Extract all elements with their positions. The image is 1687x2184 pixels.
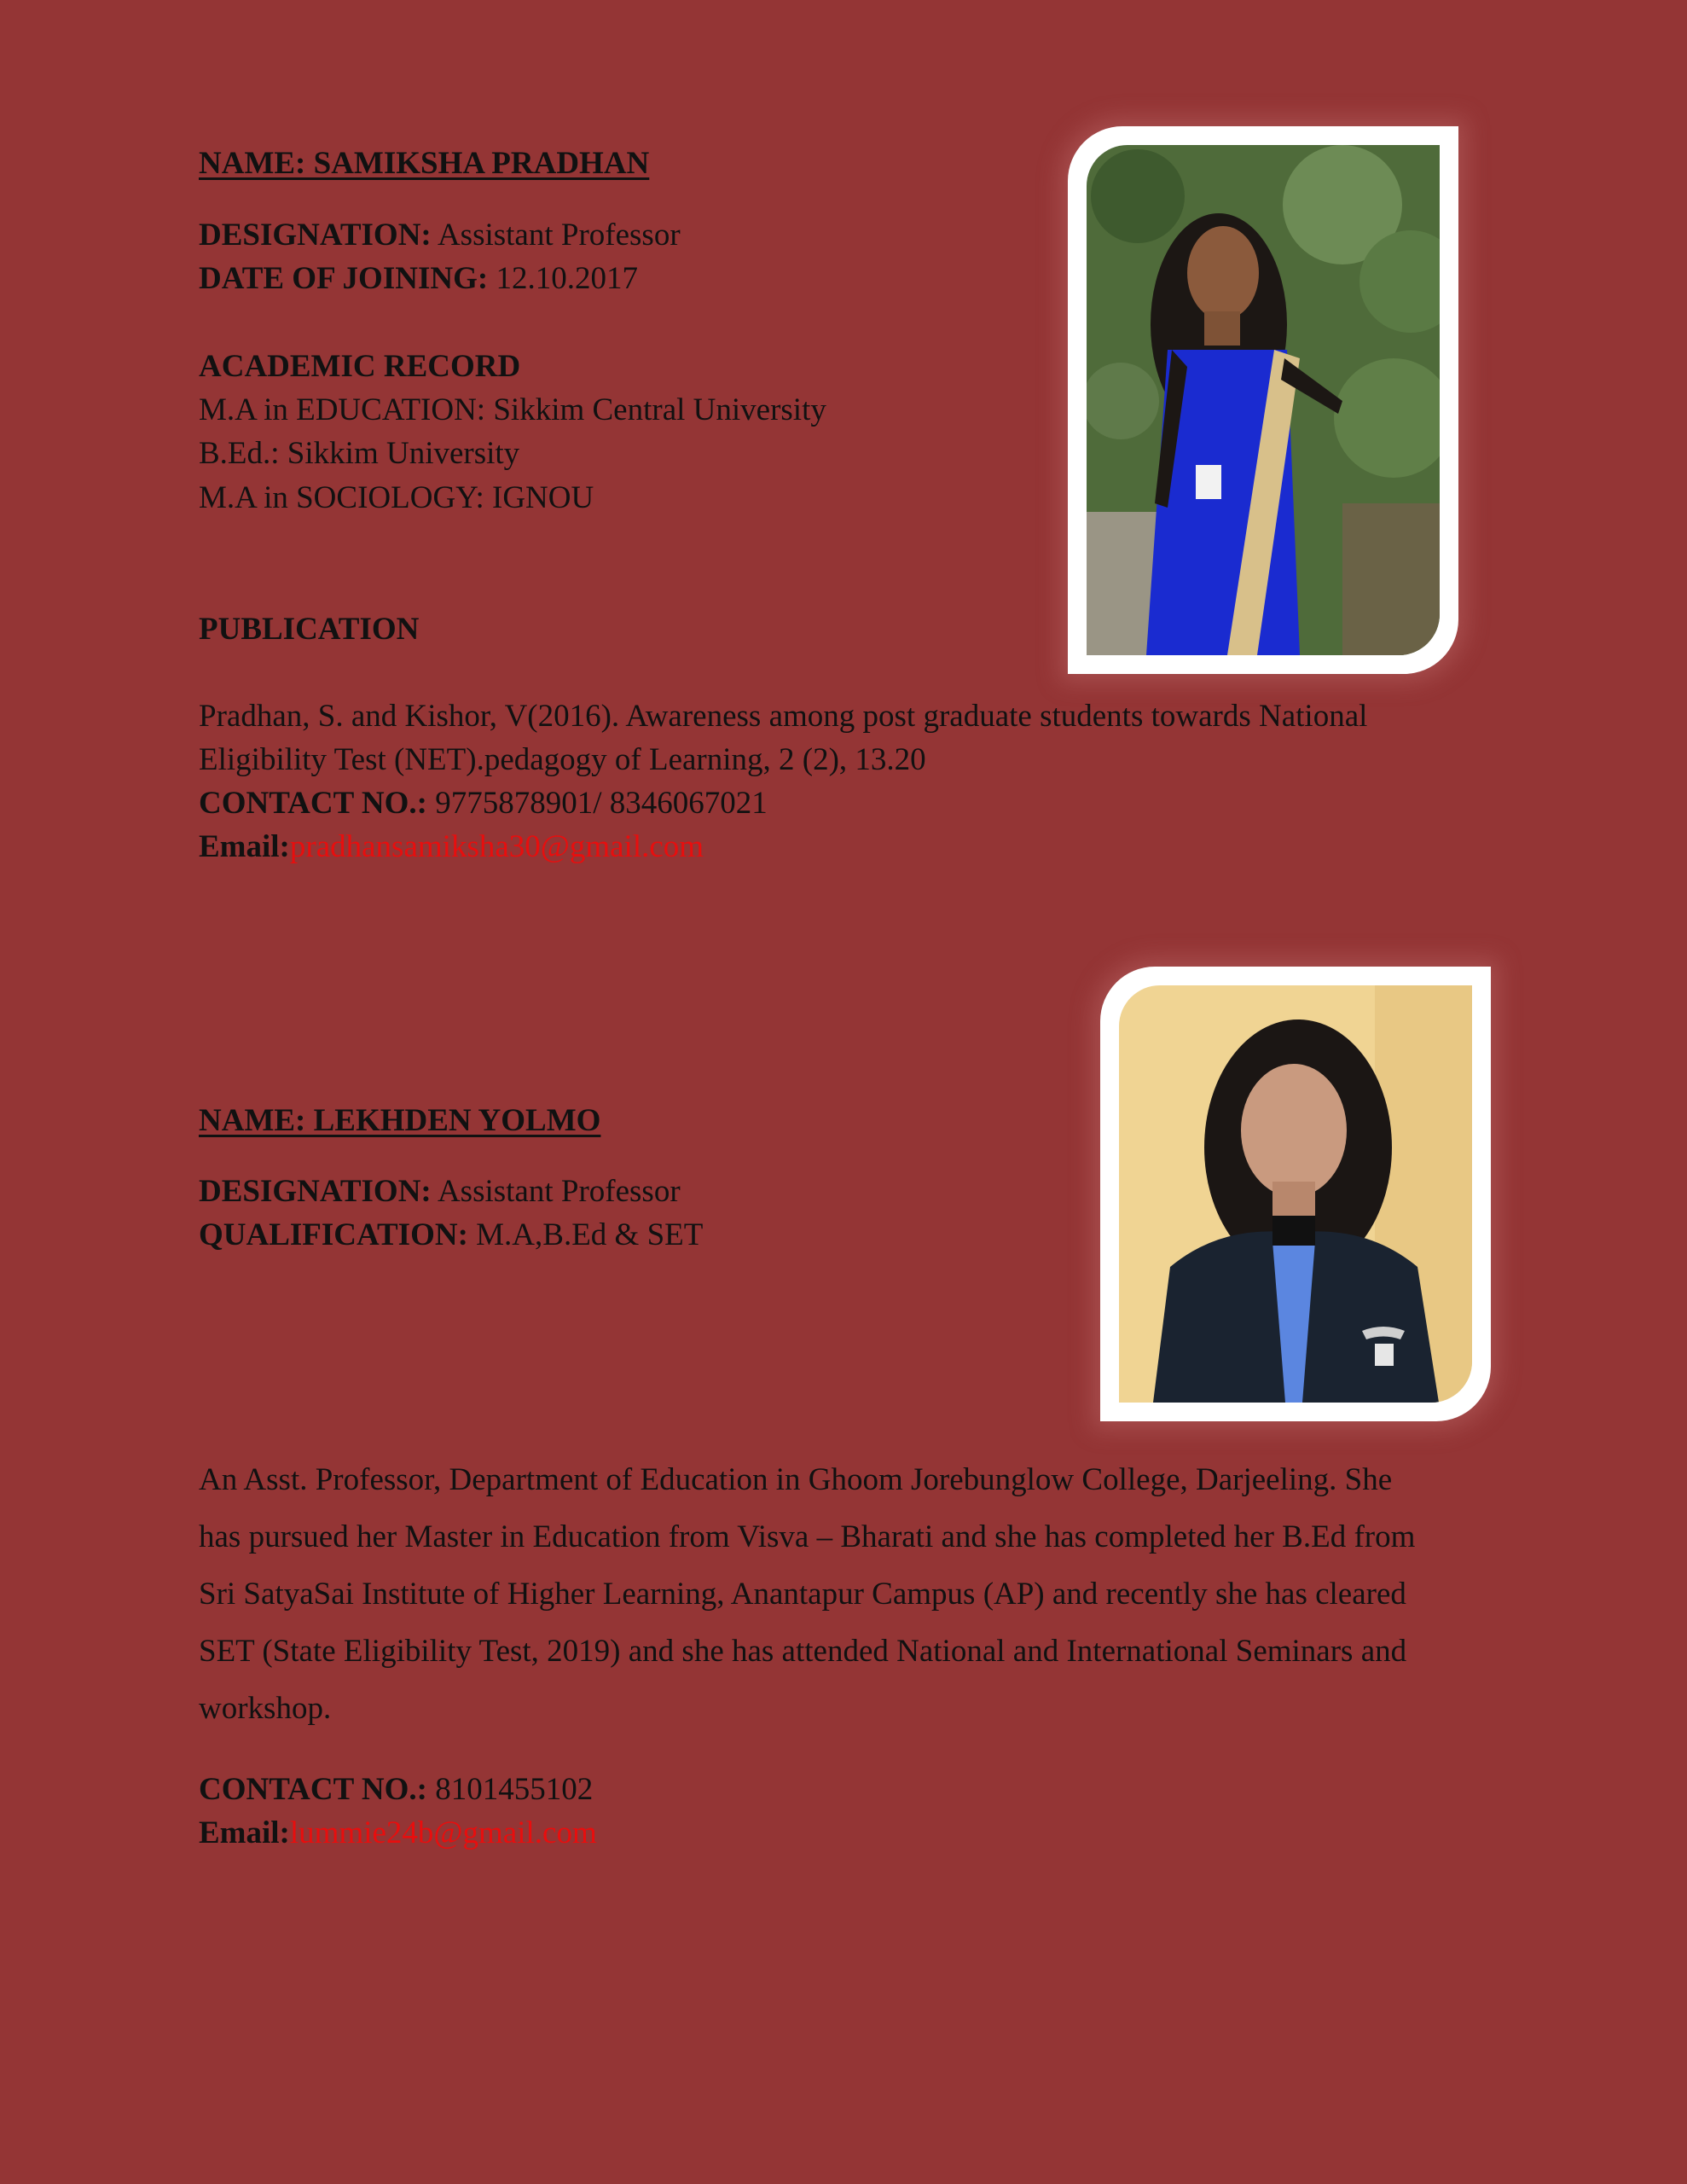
contact-value: 9775878901/ 8346067021 <box>426 786 768 821</box>
designation-label: DESIGNATION: <box>199 1174 432 1209</box>
designation-value: Assistant Professor <box>431 218 681 253</box>
person2-photo <box>1100 967 1491 1421</box>
academic-item: B.Ed.: Sikkim University <box>199 436 520 471</box>
person1-photo-image <box>1087 145 1440 655</box>
publication-text: Eligibility Test (NET).pedagogy of Learning, 2 (2), 13.20 <box>199 742 926 777</box>
bio-line: Sri SatyaSai Institute of Higher Learning, Anantapur Campus (AP) and recently she has cleared <box>199 1577 1406 1612</box>
academic-item: M.A in EDUCATION: Sikkim Central University <box>199 392 826 427</box>
academic-item: M.A in SOCIOLOGY: IGNOU <box>199 480 594 515</box>
bio-line: has pursued her Master in Education from Visva – Bharati and she has completed her B.Ed from <box>199 1519 1416 1554</box>
person1-contact <box>199 785 768 822</box>
contact-label: CONTACT NO.: <box>199 786 427 821</box>
designation-label: DESIGNATION: <box>199 218 432 253</box>
person2-name: NAME: LEKHDEN YOLMO <box>199 1103 601 1138</box>
doj-value: 12.10.2017 <box>488 261 638 296</box>
email-label: Email: <box>199 829 290 864</box>
contact-value: 8101455102 <box>426 1772 594 1807</box>
email-label: Email: <box>199 1815 290 1850</box>
bio-line: workshop. <box>199 1691 332 1726</box>
person2-designation <box>199 1173 681 1211</box>
qualification-value: M.A,B.Ed & SET <box>467 1217 704 1252</box>
publication-text: Pradhan, S. and Kishor, V(2016). Awareness among post graduate students towards National <box>199 699 1368 734</box>
qualification-label: QUALIFICATION: <box>199 1217 468 1252</box>
person2-email <box>199 1815 597 1852</box>
contact-label: CONTACT NO.: <box>199 1772 427 1807</box>
publication-heading: PUBLICATION <box>199 612 420 647</box>
person1-email <box>199 828 704 866</box>
person1-date-of-joining <box>199 260 638 298</box>
person2-bio <box>199 1451 1495 1737</box>
academic-record-heading: ACADEMIC RECORD <box>199 349 521 384</box>
email-link[interactable]: pradhansamiksha30@gmail.com <box>289 829 704 864</box>
person1-designation <box>199 217 681 254</box>
person1-name: NAME: SAMIKSHA PRADHAN <box>199 146 650 181</box>
person2-contact <box>199 1771 593 1809</box>
designation-value: Assistant Professor <box>431 1174 681 1209</box>
email-link[interactable]: lummie24b@gmail.com <box>289 1815 597 1850</box>
bio-line: An Asst. Professor, Department of Education in Ghoom Jorebunglow College, Darjeeling. She <box>199 1462 1393 1497</box>
person1-photo <box>1068 126 1458 674</box>
person2-qualification <box>199 1217 703 1254</box>
doj-label: DATE OF JOINING: <box>199 261 489 296</box>
bio-line: SET (State Eligibility Test, 2019) and she has attended National and International Seminars and <box>199 1634 1407 1669</box>
person2-photo-image <box>1119 985 1472 1403</box>
